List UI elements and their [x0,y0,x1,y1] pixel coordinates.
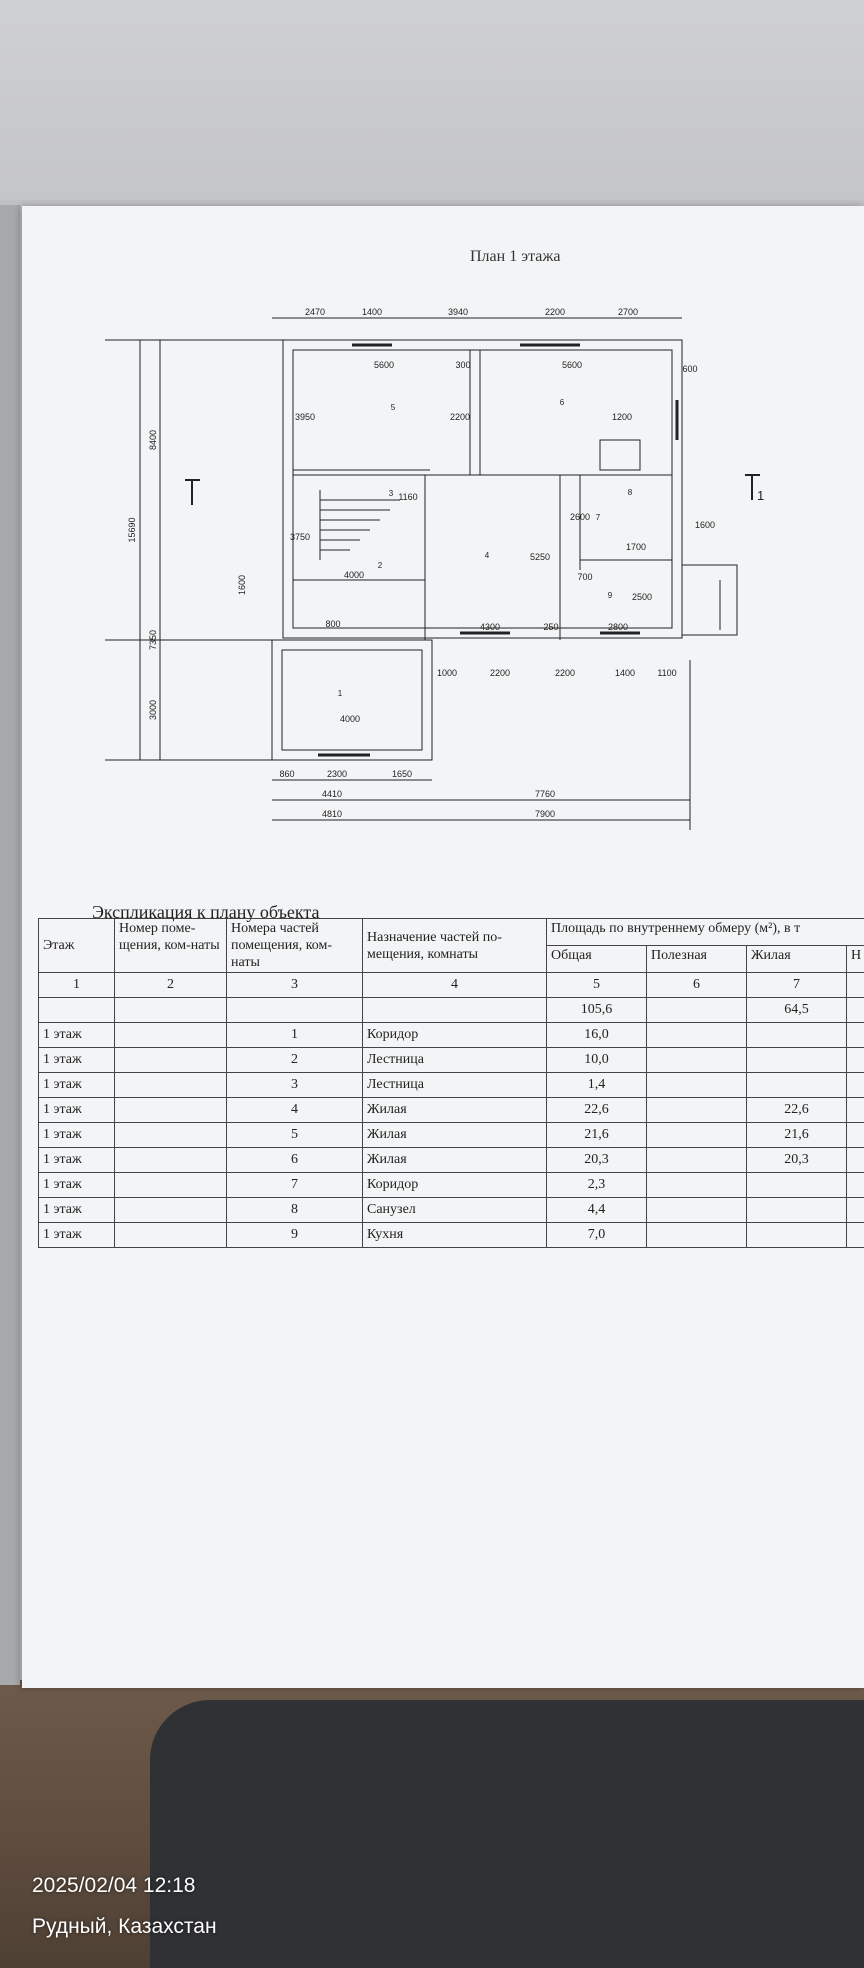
row-extra [847,1023,864,1048]
row-total-area: 4,4 [547,1198,647,1223]
row-living-area [747,1048,847,1073]
dimension-label: 4000 [339,714,361,724]
dimension-label: 3940 [447,307,469,317]
dimension-label: 15690 [127,517,137,543]
row-room-number [115,1173,227,1198]
row-floor: 1 этаж [39,1198,115,1223]
table-row [39,1023,864,1048]
header-area: Площадь по внутреннему обмеру (м²), в т [547,919,864,946]
row-total-area: 2,3 [547,1173,647,1198]
dimension-label: 1600 [237,574,247,596]
row-purpose: Лестница [363,1073,547,1098]
row-total-area: 7,0 [547,1223,647,1248]
room-number: 8 [627,488,633,497]
header-part-number: Номера частей помещения, ком-наты [227,919,363,973]
table-row [39,1073,864,1098]
row-useful-area [647,1198,747,1223]
header-useful: Полезная [647,946,747,973]
row-part-number: 3 [227,1073,363,1098]
dimension-label: 2500 [631,592,653,602]
row-part-number: 5 [227,1123,363,1148]
outer-wall-main [283,340,682,638]
table-row [39,1123,864,1148]
row-total-area: 20,3 [547,1148,647,1173]
dimension-label: 2200 [554,668,576,678]
row-total-area: 10,0 [547,1048,647,1073]
row-living-area: 21,6 [747,1123,847,1148]
dimension-label: 2200 [489,668,511,678]
row-part-number: 1 [227,1023,363,1048]
row-extra [847,1123,864,1148]
row-room-number [115,1123,227,1148]
row-floor: 1 этаж [39,1148,115,1173]
explication-title: Экспликация к плану объекта [92,902,320,922]
dimension-label: 5600 [561,360,583,370]
row-purpose: Жилая [363,1123,547,1148]
dimension-label: 4300 [479,622,501,632]
table-row [39,1223,864,1248]
table-row [39,1198,864,1223]
row-extra [847,1098,864,1123]
dimension-label: 4810 [321,809,343,819]
row-room-number [115,1098,227,1123]
row-room-number [115,1223,227,1248]
row-floor: 1 этаж [39,1098,115,1123]
table-header-row [39,919,864,946]
dimension-label: 1200 [611,412,633,422]
dimension-label: 3750 [289,532,311,542]
table-row [39,1148,864,1173]
row-room-number [115,1198,227,1223]
dimension-label: 250 [543,622,559,632]
room-number: 4 [484,551,490,560]
column-number: 3 [227,973,363,998]
row-purpose: Санузел [363,1198,547,1223]
room-number: 3 [388,489,394,498]
dimension-label: 1100 [657,668,677,678]
row-room-number [115,1048,227,1073]
dimension-label: 600 [682,364,698,374]
row-extra [847,1048,864,1073]
dimension-label: 2800 [607,622,629,632]
porch-extension [682,565,737,635]
dimension-label: 860 [279,769,295,779]
row-room-number [115,1148,227,1173]
row-living-area [747,1173,847,1198]
row-part-number: 6 [227,1148,363,1173]
section-mark-label: 1 [757,488,765,503]
header-living: Жилая [747,946,847,973]
header-total: Общая [547,946,647,973]
dimension-label: 1600 [694,520,716,530]
row-part-number: 8 [227,1198,363,1223]
header-room-number: Номер поме-щения, ком-наты [115,919,227,973]
row-total-area: 21,6 [547,1123,647,1148]
dimension-label: 2470 [304,307,326,317]
row-purpose: Жилая [363,1148,547,1173]
dimension-label: 7900 [534,809,556,819]
dimension-label: 700 [577,572,593,582]
column-number: 1 [39,973,115,998]
dimension-label: 1700 [625,542,647,552]
row-useful-area [647,1173,747,1198]
row-living-area: 20,3 [747,1148,847,1173]
row-purpose: Коридор [363,1173,547,1198]
row-part-number: 2 [227,1048,363,1073]
dimension-label: 8400 [148,429,158,451]
total-living-area: 64,5 [747,998,847,1023]
room-number: 7 [595,513,601,522]
row-extra [847,1198,864,1223]
dimension-label: 2200 [544,307,566,317]
outer-wall-front [272,640,432,760]
dimension-label: 300 [455,360,471,370]
row-floor: 1 этаж [39,1073,115,1098]
column-number: 4 [363,973,547,998]
row-useful-area [647,1223,747,1248]
row-part-number: 7 [227,1173,363,1198]
dimension-label: 1400 [361,307,383,317]
table-row [39,1048,864,1073]
row-room-number [115,1073,227,1098]
room-number: 5 [390,403,396,412]
column-number-row [39,973,864,998]
row-useful-area [647,1123,747,1148]
row-living-area [747,1023,847,1048]
row-extra [847,1173,864,1198]
row-extra [847,1148,864,1173]
dimension-label: 5600 [373,360,395,370]
dimension-label: 3000 [148,699,158,721]
room-number: 6 [559,398,565,407]
dimension-label: 7760 [534,789,556,799]
row-extra [847,1223,864,1248]
column-number: 6 [647,973,747,998]
inner-wall-front [282,650,422,750]
row-floor: 1 этаж [39,1123,115,1148]
table-row [39,1098,864,1123]
dimension-label: 3950 [294,412,316,422]
row-floor: 1 этаж [39,1048,115,1073]
header-extra: Н [847,946,864,973]
dimension-label: 4000 [343,570,365,580]
dimension-label: 1650 [391,769,413,779]
row-floor: 1 этаж [39,1223,115,1248]
dimension-label: 1000 [436,668,458,678]
row-room-number [115,1023,227,1048]
dimension-label: 7350 [148,629,158,651]
staircase [320,490,400,560]
column-number: 2 [115,973,227,998]
room-number: 9 [607,591,613,600]
column-number: 5 [547,973,647,998]
row-floor: 1 этаж [39,1023,115,1048]
row-floor: 1 этаж [39,1173,115,1198]
table-row [39,1173,864,1198]
room-number: 2 [377,561,383,570]
dimension-label: 2700 [617,307,639,317]
dimension-label: 1160 [398,492,418,502]
photo-timestamp: 2025/02/04 12:18 [32,1874,196,1897]
row-part-number: 9 [227,1223,363,1248]
row-useful-area [647,1148,747,1173]
row-living-area [747,1073,847,1098]
dimension-label: 800 [325,619,341,629]
row-useful-area [647,1048,747,1073]
explication-table [38,918,864,1248]
row-part-number: 4 [227,1098,363,1123]
dimension-label: 1400 [614,668,636,678]
row-purpose: Жилая [363,1098,547,1123]
inner-wall-main [293,350,672,628]
dimension-label: 5250 [529,552,551,562]
header-floor: Этаж [39,919,115,973]
row-living-area [747,1198,847,1223]
row-purpose: Кухня [363,1223,547,1248]
photo-location: Рудный, Казахстан [32,1915,217,1938]
row-extra [847,1073,864,1098]
dimension-label: 2600 [569,512,591,522]
plan-title: План 1 этажа [470,248,561,265]
row-total-area: 22,6 [547,1098,647,1123]
dimension-label: 2300 [326,769,348,779]
header-purpose: Назначение частей по-мещения, комнаты [363,919,547,973]
dimension-label: 4410 [321,789,343,799]
row-useful-area [647,1073,747,1098]
row-living-area [747,1223,847,1248]
dimension-label: 2200 [449,412,471,422]
row-purpose: Коридор [363,1023,547,1048]
row-total-area: 16,0 [547,1023,647,1048]
room-number: 1 [337,689,343,698]
total-area: 105,6 [547,998,647,1023]
row-total-area: 1,4 [547,1073,647,1098]
row-living-area: 22,6 [747,1098,847,1123]
totals-row [39,998,864,1023]
column-number: 7 [747,973,847,998]
row-useful-area [647,1023,747,1048]
row-purpose: Лестница [363,1048,547,1073]
row-useful-area [647,1098,747,1123]
